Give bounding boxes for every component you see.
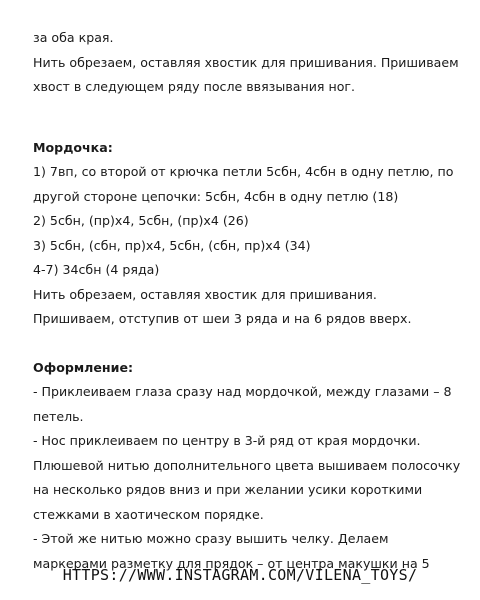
document-body xyxy=(33,26,463,576)
decoration-line: Плюшевой нитью дополнительного цвета вышиваем полосочку xyxy=(33,457,461,473)
muzzle-section xyxy=(33,136,463,332)
decoration-heading: Оформление: xyxy=(33,359,134,375)
intro-line: Нить обрезаем, оставляя хвостик для пришивания. Пришиваем xyxy=(33,54,459,70)
muzzle-line: 4-7) 34сбн (4 ряда) xyxy=(33,262,160,277)
instagram-link[interactable]: HTTPS://WWW.INSTAGRAM.COM/VILENA_TOYS/ xyxy=(62,566,418,584)
decoration-line: стежками в хаотическом порядке. xyxy=(33,506,264,522)
decoration-line: на несколько рядов вниз и при желании усики короткими xyxy=(33,482,423,497)
decoration-line: - Этой же нитью можно сразу вышить челку. Делаем xyxy=(33,531,389,546)
muzzle-line: 3) 5сбн, (сбн, пр)х4, 5сбн, (сбн, пр)х4 (34) xyxy=(33,237,311,253)
decoration-line: петель. xyxy=(33,408,84,424)
intro-line: за оба края. xyxy=(33,30,114,45)
decoration-section xyxy=(33,356,463,577)
muzzle-line: 2) 5сбн, (пр)х4, 5сбн, (пр)х4 (26) xyxy=(33,213,249,228)
muzzle-line: Пришиваем, отступив от шеи 3 ряда и на 6 рядов вверх. xyxy=(33,311,412,326)
muzzle-line: другой стороне цепочки: 5сбн, 4сбн в одну петлю (18) xyxy=(33,188,399,204)
muzzle-line: Нить обрезаем, оставляя хвостик для пришивания. xyxy=(33,286,377,302)
decoration-line: маркерами разметку для прядок – от центра макушки на 5 xyxy=(33,555,430,571)
muzzle-line: 1) 7вп, со второй от крючка петли 5сбн, 4сбн в одну петлю, по xyxy=(33,164,454,179)
intro-line: хвост в следующем ряду после ввязывания ног. xyxy=(33,79,356,94)
decoration-line: - Нос приклеиваем по центру в 3-й ряд от края мордочки. xyxy=(33,433,421,448)
muzzle-heading: Мордочка: xyxy=(33,139,113,155)
decoration-line: - Приклеиваем глаза сразу над мордочкой, между глазами – 8 xyxy=(33,384,452,399)
intro-section xyxy=(33,26,463,100)
